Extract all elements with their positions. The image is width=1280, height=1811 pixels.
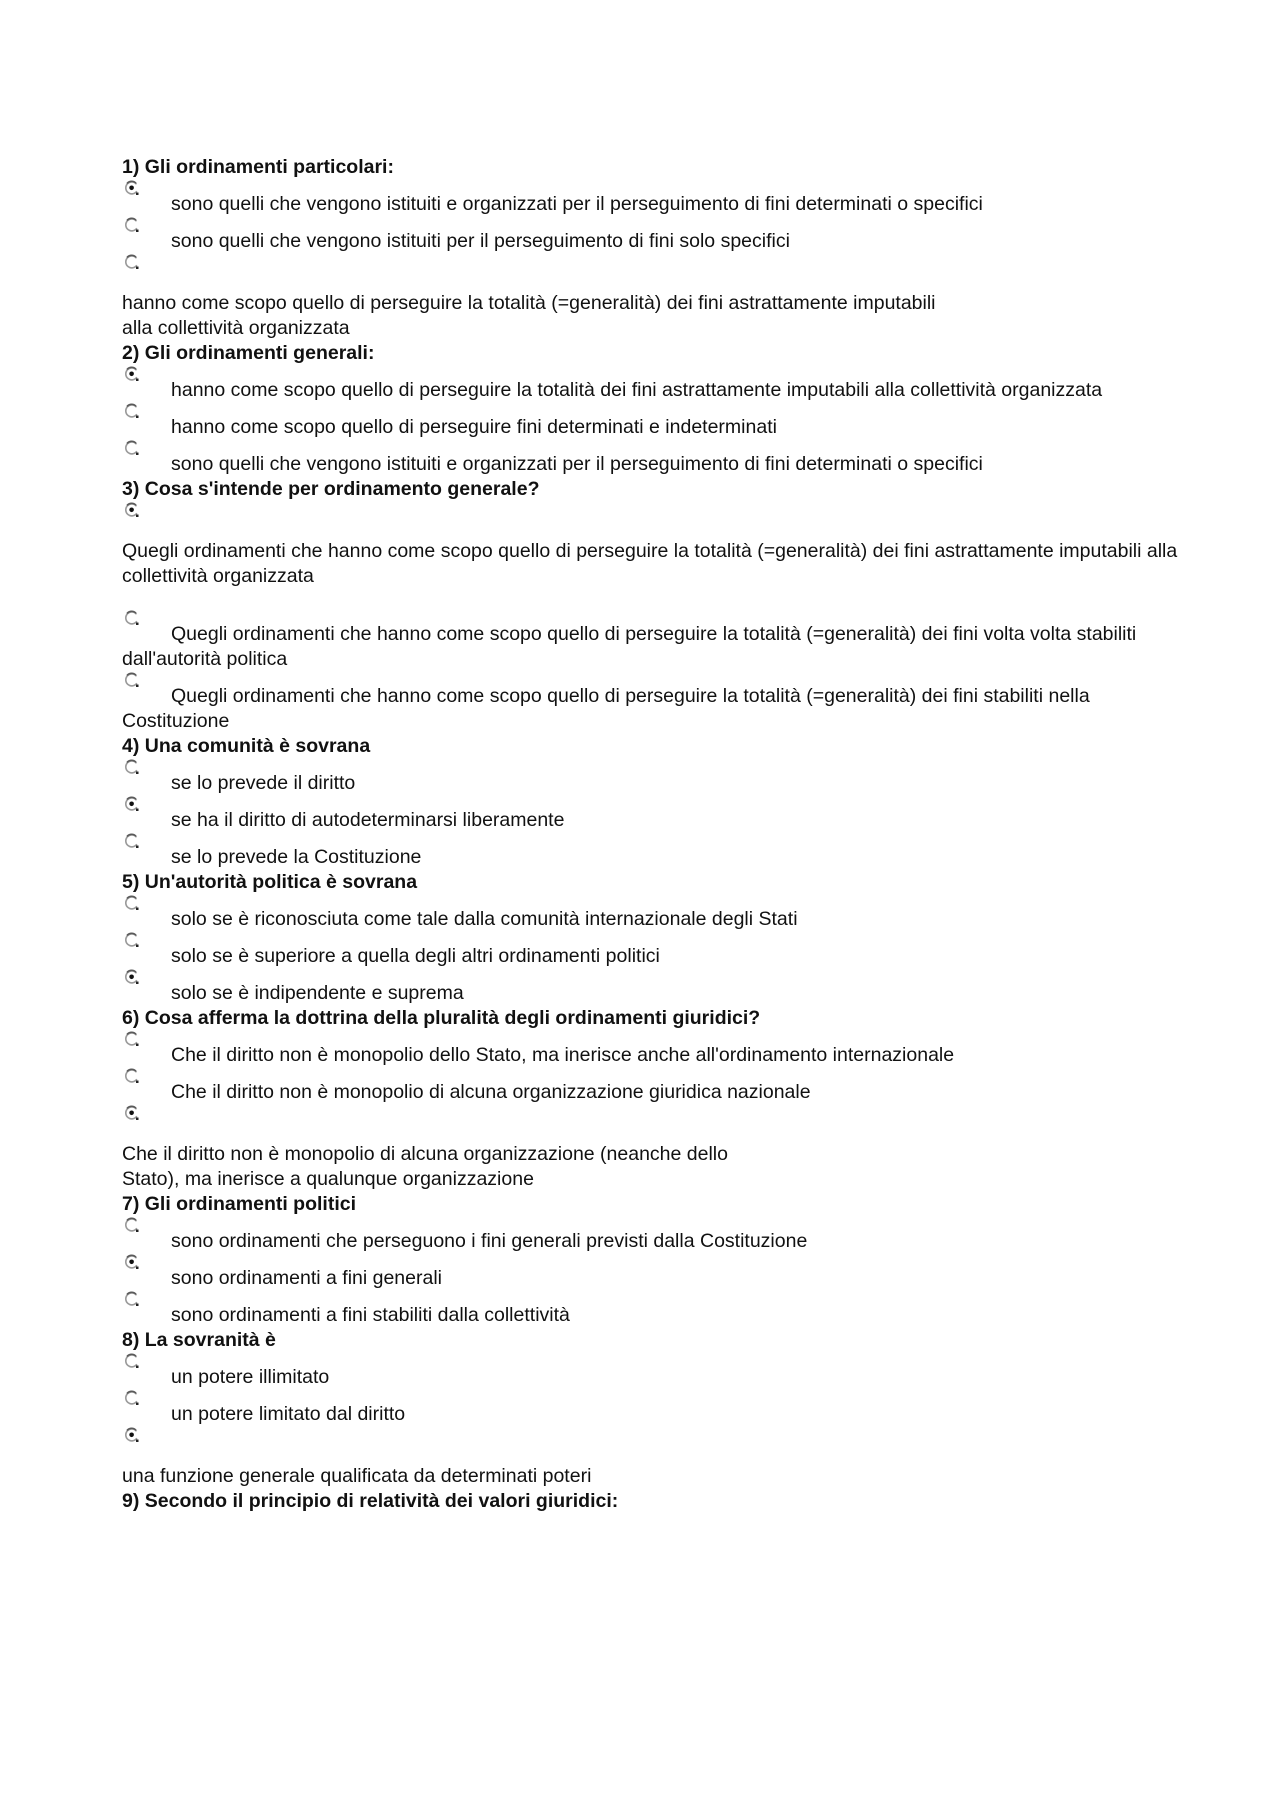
answer-text: se lo prevede il diritto bbox=[171, 772, 356, 794]
answer-text: sono ordinamenti a fini generali bbox=[171, 1267, 443, 1289]
radio-empty-icon[interactable] bbox=[124, 254, 140, 272]
answer-option[interactable] bbox=[122, 502, 1182, 622]
answer-option[interactable] bbox=[122, 1390, 1182, 1427]
question-title: 7) Gli ordinamenti politici bbox=[122, 1193, 357, 1215]
radio-empty-icon[interactable] bbox=[124, 759, 140, 777]
answer-text: se lo prevede la Costituzione bbox=[171, 846, 422, 868]
answer-option[interactable] bbox=[122, 895, 1182, 932]
radio-selected-icon[interactable] bbox=[124, 1105, 140, 1123]
radio-empty-icon[interactable] bbox=[124, 1390, 140, 1408]
answer-text: sono quelli che vengono istituiti e organizzati per il perseguimento di fini determinati o specifici bbox=[171, 453, 983, 475]
radio-empty-icon[interactable] bbox=[124, 403, 140, 421]
radio-empty-icon[interactable] bbox=[124, 1068, 140, 1086]
question-title: 6) Cosa afferma la dottrina della pluralità degli ordinamenti giuridici? bbox=[122, 1007, 761, 1029]
radio-selected-icon[interactable] bbox=[124, 502, 140, 520]
radio-empty-icon[interactable] bbox=[124, 217, 140, 235]
answer-option[interactable] bbox=[122, 833, 1182, 870]
answer-option[interactable] bbox=[122, 254, 1182, 341]
answer-text: Che il diritto non è monopolio di alcuna organizzazione giuridica nazionale bbox=[171, 1081, 811, 1103]
radio-empty-icon[interactable] bbox=[124, 1353, 140, 1371]
answer-option[interactable] bbox=[122, 366, 1182, 403]
question-title: 4) Una comunità è sovrana bbox=[122, 735, 371, 757]
answer-option[interactable] bbox=[122, 440, 1182, 477]
radio-empty-icon[interactable] bbox=[124, 932, 140, 950]
answer-option[interactable] bbox=[122, 180, 1182, 217]
answer-text: sono ordinamenti che perseguono i fini generali previsti dalla Costituzione bbox=[171, 1230, 808, 1252]
answer-text: un potere illimitato bbox=[171, 1366, 330, 1388]
radio-empty-icon[interactable] bbox=[124, 610, 140, 628]
answer-text: un potere limitato dal diritto bbox=[171, 1403, 406, 1425]
radio-empty-icon[interactable] bbox=[124, 1217, 140, 1235]
radio-empty-icon[interactable] bbox=[124, 833, 140, 851]
radio-empty-icon[interactable] bbox=[124, 895, 140, 913]
radio-empty-icon[interactable] bbox=[124, 672, 140, 690]
answer-text: sono quelli che vengono istituiti e organizzati per il perseguimento di fini determinati o specifici bbox=[171, 193, 983, 215]
answer-option[interactable] bbox=[122, 622, 1182, 672]
answer-option[interactable] bbox=[122, 759, 1182, 796]
radio-selected-icon[interactable] bbox=[124, 1254, 140, 1272]
question-title: 1) Gli ordinamenti particolari: bbox=[122, 156, 394, 178]
question-title: 3) Cosa s'intende per ordinamento generale? bbox=[122, 478, 540, 500]
answer-option[interactable] bbox=[122, 1254, 1182, 1291]
answer-text: Che il diritto non è monopolio dello Stato, ma inerisce anche all'ordinamento internazionale bbox=[171, 1044, 955, 1066]
answer-text: solo se è indipendente e suprema bbox=[171, 982, 464, 1004]
answer-text: Quegli ordinamenti che hanno come scopo quello di perseguire la totalità (=generalità) dei fini stabiliti nella Costituzione bbox=[122, 685, 1090, 732]
answer-option[interactable] bbox=[122, 1105, 1182, 1192]
answer-option[interactable] bbox=[122, 217, 1182, 254]
radio-selected-icon[interactable] bbox=[124, 180, 140, 198]
radio-empty-icon[interactable] bbox=[124, 1291, 140, 1309]
radio-empty-icon[interactable] bbox=[124, 440, 140, 458]
answer-text: Quegli ordinamenti che hanno come scopo quello di perseguire la totalità (=generalità) dei fini astrattamente imputabili alla collettività organizzata bbox=[122, 540, 1178, 587]
question-title: 8) La sovranità è bbox=[122, 1329, 276, 1351]
answer-text: Quegli ordinamenti che hanno come scopo quello di perseguire la totalità (=generalità) dei fini volta volta stabiliti dall'autorità politica bbox=[122, 623, 1137, 670]
answer-option[interactable] bbox=[122, 932, 1182, 969]
answer-option[interactable] bbox=[122, 1353, 1182, 1390]
radio-selected-icon[interactable] bbox=[124, 1427, 140, 1445]
answer-option[interactable] bbox=[122, 672, 1182, 734]
radio-selected-icon[interactable] bbox=[124, 366, 140, 384]
answer-option[interactable] bbox=[122, 1427, 1182, 1489]
answer-option[interactable] bbox=[122, 1068, 1182, 1105]
radio-selected-icon[interactable] bbox=[124, 969, 140, 987]
answer-option[interactable] bbox=[122, 403, 1182, 440]
quiz-document bbox=[122, 155, 1182, 1514]
question-title: 9) Secondo il principio di relatività dei valori giuridici: bbox=[122, 1490, 619, 1512]
answer-text: solo se è superiore a quella degli altri ordinamenti politici bbox=[171, 945, 660, 967]
answer-text: sono quelli che vengono istituiti per il perseguimento di fini solo specifici bbox=[171, 230, 790, 252]
answer-option[interactable] bbox=[122, 1291, 1182, 1328]
answer-option[interactable] bbox=[122, 1217, 1182, 1254]
answer-text: Che il diritto non è monopolio di alcuna organizzazione (neanche dello Stato), ma inerisce a qualunque organizzazione bbox=[122, 1143, 728, 1190]
answer-text: se ha il diritto di autodeterminarsi liberamente bbox=[171, 809, 565, 831]
answer-text: solo se è riconosciuta come tale dalla comunità internazionale degli Stati bbox=[171, 908, 798, 930]
answer-text: hanno come scopo quello di perseguire fini determinati e indeterminati bbox=[171, 416, 777, 438]
answer-text: una funzione generale qualificata da determinati poteri bbox=[122, 1465, 592, 1487]
answer-option[interactable] bbox=[122, 1031, 1182, 1068]
answer-option[interactable] bbox=[122, 969, 1182, 1006]
answer-option[interactable] bbox=[122, 796, 1182, 833]
radio-empty-icon[interactable] bbox=[124, 1031, 140, 1049]
question-title: 5) Un'autorità politica è sovrana bbox=[122, 871, 418, 893]
radio-selected-icon[interactable] bbox=[124, 796, 140, 814]
answer-text: sono ordinamenti a fini stabiliti dalla collettività bbox=[171, 1304, 570, 1326]
answer-text: hanno come scopo quello di perseguire la totalità (=generalità) dei fini astrattamente imputabili alla collettività organizzata bbox=[122, 292, 936, 339]
question-title: 2) Gli ordinamenti generali: bbox=[122, 342, 375, 364]
answer-text: hanno come scopo quello di perseguire la totalità dei fini astrattamente imputabili alla collettività organizzata bbox=[171, 379, 1103, 401]
